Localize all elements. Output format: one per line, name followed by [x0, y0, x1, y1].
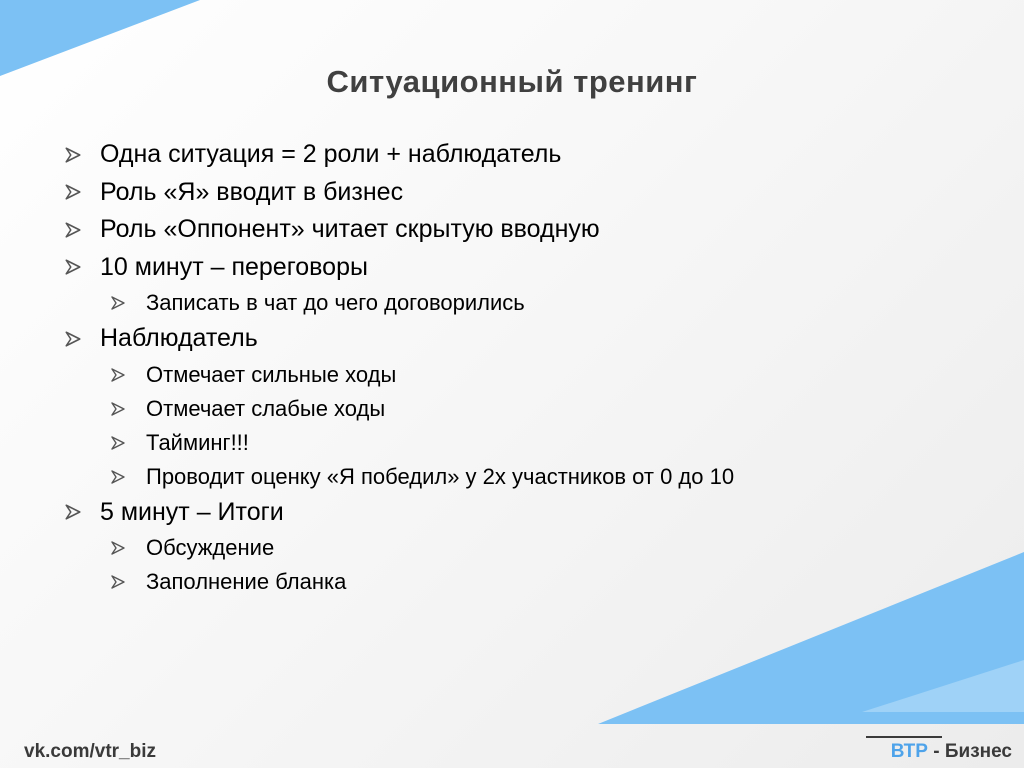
bullet-text: Обсуждение [146, 535, 275, 560]
bullet-text: Отмечает сильные ходы [146, 361, 397, 387]
brand-name: ВТР [890, 741, 928, 762]
sub-bullet-item [64, 426, 964, 460]
bullet-text: Записать в чат до чего договорились [146, 290, 525, 315]
bullet-item [64, 320, 964, 358]
bullet-item [64, 211, 964, 249]
brand-suffix: - Бизнес [927, 741, 1012, 762]
bullet-item [64, 249, 964, 287]
sub-bullet-item [64, 565, 964, 599]
bullet-text: 5 минут – Итоги [100, 497, 284, 526]
bullet-item [64, 174, 964, 212]
footer-link[interactable]: vk.com/vtr_biz [24, 741, 156, 762]
arrow-bullet-icon [110, 392, 132, 426]
arrow-bullet-icon [110, 531, 132, 565]
sub-bullet-item [64, 358, 964, 392]
bullet-text: Тайминг!!! [146, 429, 249, 455]
bullet-text: Роль «Я» вводит в бизнес [100, 177, 404, 206]
bottom-right-stripe-small [862, 660, 1024, 712]
bullet-list [64, 136, 964, 599]
arrow-bullet-icon [110, 460, 132, 494]
arrow-bullet-icon [64, 174, 86, 212]
sub-bullet-item [64, 286, 964, 320]
brand-underline [866, 736, 942, 738]
arrow-bullet-icon [64, 136, 86, 174]
bullet-text: Заполнение бланка [146, 569, 347, 594]
bullet-item [64, 494, 964, 532]
arrow-bullet-icon [64, 494, 86, 532]
arrow-bullet-icon [64, 320, 86, 358]
arrow-bullet-icon [64, 249, 86, 287]
footer-brand [891, 741, 1012, 763]
arrow-bullet-icon [110, 565, 132, 599]
arrow-bullet-icon [110, 358, 132, 392]
sub-bullet-item [64, 460, 964, 494]
arrow-bullet-icon [64, 211, 86, 249]
bullet-text: Роль «Оппонент» читает скрытую вводную [100, 215, 600, 243]
sub-bullet-item [64, 531, 964, 565]
sub-bullet-item [64, 392, 964, 426]
arrow-bullet-icon [110, 286, 132, 320]
bullet-text: 10 минут – переговоры [100, 252, 368, 281]
arrow-bullet-icon [110, 426, 132, 460]
page-title: Ситуационный тренинг [326, 64, 698, 99]
bullet-text: Отмечает слабые ходы [146, 395, 386, 421]
bullet-text: Одна ситуация = 2 роли + наблюдатель [100, 140, 562, 168]
bullet-text: Проводит оценку «Я победил» у 2х участников от 0 до 10 [146, 463, 735, 489]
bullet-item [64, 136, 964, 174]
bullet-text: Наблюдатель [100, 324, 258, 352]
